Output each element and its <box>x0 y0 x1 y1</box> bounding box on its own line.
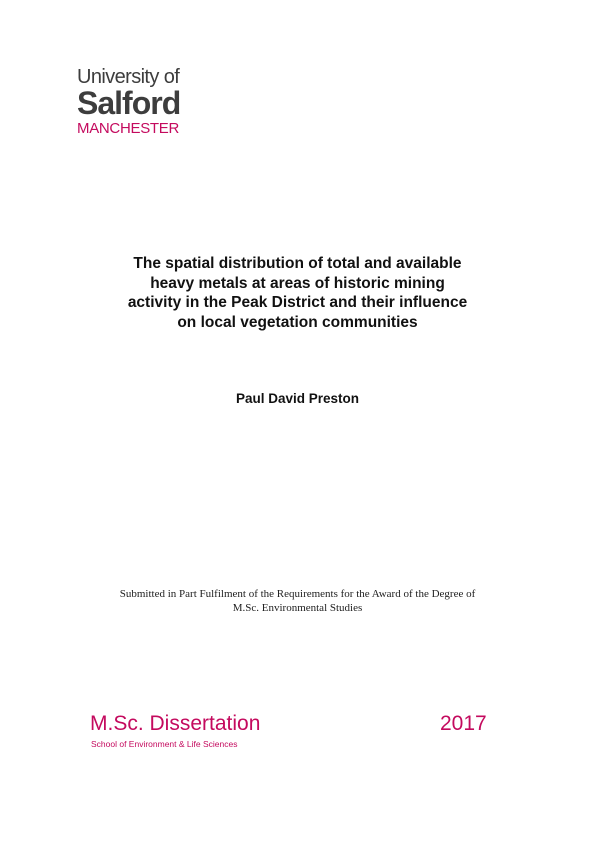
title-line-2: heavy metals at areas of historic mining <box>150 274 445 292</box>
dissertation-label: M.Sc. Dissertation <box>90 712 261 735</box>
logo-university-of: University of <box>77 66 180 88</box>
title-line-3: activity in the Peak District and their influence <box>127 294 468 311</box>
title-line-4: on local vegetation communities <box>177 313 418 331</box>
submission-statement <box>60 588 535 615</box>
logo-manchester: MANCHESTER <box>77 120 180 137</box>
university-logo <box>77 66 207 137</box>
submission-line-2: M.Sc. Environmental Studies <box>232 601 363 614</box>
author-name: Paul David Preston <box>235 391 360 406</box>
dissertation-title <box>60 254 535 332</box>
dissertation-year: 2017 <box>440 712 487 735</box>
submission-line-1: Submitted in Part Fulfilment of the Requirements for the Award of the Degree of <box>119 588 476 600</box>
logo-salford: Salford <box>77 85 181 121</box>
title-line-1: The spatial distribution of total and available <box>133 255 462 272</box>
school-name: School of Environment & Life Sciences <box>91 739 238 749</box>
